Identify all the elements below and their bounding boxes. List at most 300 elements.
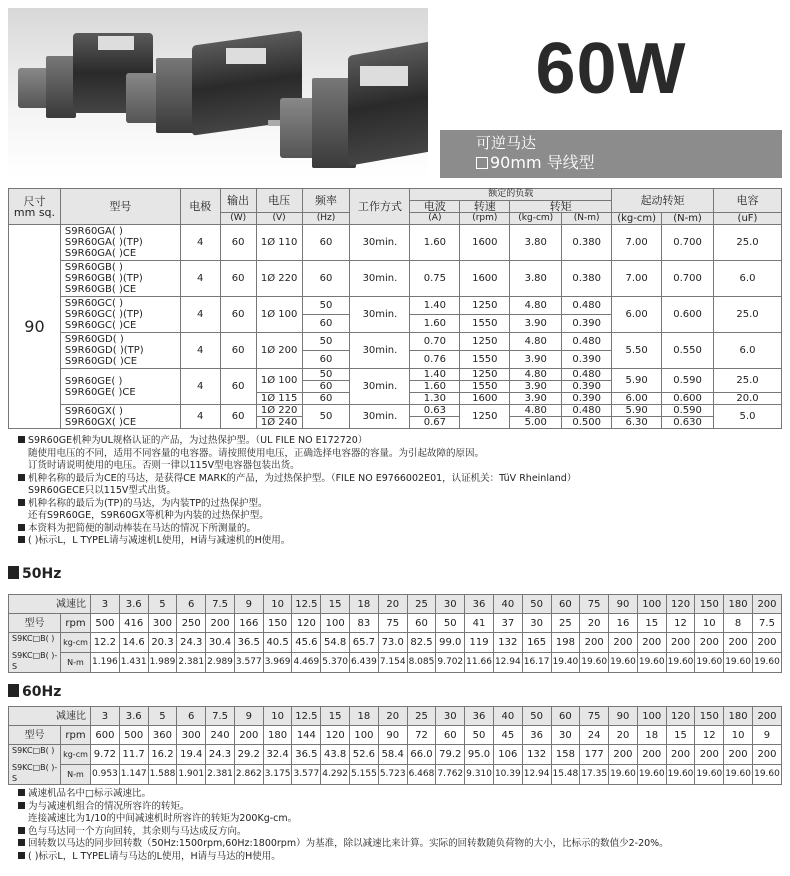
note-line: 减速机品名中□标示减速比。 <box>18 788 669 801</box>
ratio-cell: 18 <box>350 707 379 726</box>
cap-cell: 25.0 <box>714 297 782 333</box>
cap-cell: 20.0 <box>714 393 782 405</box>
current-cell: 1.40 <box>410 297 460 315</box>
voltage-cell: 1Ø 220 <box>256 405 302 417</box>
rpm-cell: 15 <box>637 614 666 633</box>
torque-nm-cell: 0.480 <box>562 297 612 315</box>
torque-nm-cell: 1.147 <box>119 765 148 785</box>
output-cell: 60 <box>220 261 256 297</box>
ratio-cell: 200 <box>752 595 781 614</box>
note-line: 机种名称的最后为CE的马达，是获得CE MARK的产品，为过热保护型。（FILE NO E9766002E01，认证机关：TüV Rheinland） <box>18 473 576 486</box>
speed-cell: 1550 <box>460 351 510 369</box>
torque-nm-cell: 3.969 <box>263 653 292 673</box>
notes-spec <box>18 435 576 548</box>
ratio-cell: 3.6 <box>119 595 148 614</box>
h-output: 输出 <box>220 189 256 213</box>
ratio-cell: 25 <box>407 595 436 614</box>
rpm-unit: rpm <box>61 614 91 633</box>
rpm-cell: 36 <box>522 726 551 745</box>
gearhead-table-50hz <box>8 594 782 673</box>
table-row <box>9 333 782 351</box>
torque-kg-cell: 200 <box>666 745 695 765</box>
rpm-cell: 60 <box>407 614 436 633</box>
freq-cell: 50 <box>302 369 350 381</box>
rpm-cell: 12 <box>695 726 724 745</box>
motor-photo <box>8 8 428 178</box>
torque-nm-cell: 19.60 <box>752 765 781 785</box>
freq-cell: 60 <box>302 225 350 261</box>
table-row <box>9 225 782 261</box>
model-name: S9R60GA( )(TP) <box>64 237 143 248</box>
h-start-unit-nm: (N-m) <box>662 213 714 225</box>
model-name: S9R60GX( ) <box>64 405 123 417</box>
freq-cell: 50 <box>302 405 350 429</box>
rpm-cell: 16 <box>609 614 638 633</box>
speed-cell: 1550 <box>460 381 510 393</box>
gearhead-model-cell: S9KC□B( ) S9KC□B( )-S <box>9 633 61 673</box>
power-title: 60W <box>535 29 687 109</box>
gearhead-model-cell: S9KC□B( ) S9KC□B( )-S <box>9 745 61 785</box>
ratio-cell: 18 <box>350 595 379 614</box>
speed-cell: 1250 <box>460 333 510 351</box>
torque-kg-cell: 82.5 <box>407 633 436 653</box>
rpm-cell: 100 <box>350 726 379 745</box>
start-nm-cell: 0.590 <box>662 369 714 393</box>
gearhead-table-60hz <box>8 706 782 785</box>
table-row <box>9 633 782 653</box>
torque-kg-cell: 200 <box>637 745 666 765</box>
output-cell: 60 <box>220 297 256 333</box>
ratio-cell: 12.5 <box>292 595 321 614</box>
note-line: 还有S9R60GE，S9R60GX等机种为内装的过热保护型。 <box>28 510 269 521</box>
rpm-cell: 144 <box>292 726 321 745</box>
pole-cell: 4 <box>180 369 220 405</box>
torque-kg-cell: 19.4 <box>177 745 206 765</box>
rpm-cell: 75 <box>378 614 407 633</box>
mode-cell: 30min. <box>350 225 410 261</box>
model-name: S9R60GE( ) <box>64 375 123 387</box>
torque-nm-cell: 2.381 <box>206 765 235 785</box>
model-name: S9R60GB( )(TP) <box>64 273 143 284</box>
torque-nm-cell: 19.60 <box>724 653 753 673</box>
torque-nm-cell: 19.60 <box>580 653 609 673</box>
rpm-cell: 41 <box>465 614 494 633</box>
kg-unit: kg-cm <box>61 745 91 765</box>
ratio-cell: 180 <box>724 707 753 726</box>
bullet-icon <box>18 474 25 481</box>
torque-nm-cell: 0.390 <box>562 315 612 333</box>
torque-nm-cell: 12.94 <box>522 765 551 785</box>
ratio-cell: 100 <box>637 707 666 726</box>
torque-nm-cell: 1.901 <box>177 765 206 785</box>
ratio-cell: 100 <box>637 595 666 614</box>
h-voltage-unit: (V) <box>256 213 302 225</box>
pole-cell: 4 <box>180 333 220 369</box>
ratio-cell: 120 <box>666 707 695 726</box>
kg-unit: kg-cm <box>61 633 91 653</box>
rpm-cell: 24 <box>580 726 609 745</box>
h-current: 电波 <box>410 201 460 213</box>
voltage-cell: 1Ø 220 <box>256 261 302 297</box>
torque-kg-cell: 4.80 <box>510 333 562 351</box>
rpm-cell: 500 <box>91 614 120 633</box>
bullet-icon <box>18 852 25 859</box>
rpm-cell: 120 <box>321 726 350 745</box>
torque-kg-cell: 24.3 <box>206 745 235 765</box>
torque-kg-cell: 45.6 <box>292 633 321 653</box>
torque-nm-cell: 19.60 <box>609 653 638 673</box>
rpm-cell: 15 <box>666 726 695 745</box>
torque-nm-cell: 17.35 <box>580 765 609 785</box>
torque-nm-cell: 2.381 <box>177 653 206 673</box>
output-cell: 60 <box>220 225 256 261</box>
freq-cell: 60 <box>302 315 350 333</box>
torque-nm-cell: 19.60 <box>752 653 781 673</box>
ratio-cell: 3 <box>91 707 120 726</box>
mode-cell: 30min. <box>350 405 410 429</box>
torque-kg-cell: 106 <box>493 745 522 765</box>
h-model: 型号 <box>60 189 180 225</box>
torque-nm-cell: 0.953 <box>91 765 120 785</box>
rpm-cell: 600 <box>91 726 120 745</box>
torque-nm-cell: 15.48 <box>551 765 580 785</box>
torque-kg-cell: 119 <box>465 633 494 653</box>
rpm-cell: 166 <box>234 614 263 633</box>
note-line: S9R60GECE只以115V型式出货。 <box>28 485 176 496</box>
freq-cell: 50 <box>302 297 350 315</box>
mode-cell: 30min. <box>350 369 410 405</box>
torque-kg-cell: 200 <box>695 633 724 653</box>
h-cap: 电容 <box>714 189 782 213</box>
bullet-icon <box>18 524 25 531</box>
model-name: S9R60GC( )(TP) <box>64 309 143 320</box>
model-cell <box>60 405 180 429</box>
ratio-cell: 5 <box>148 595 177 614</box>
torque-nm-cell: 1.588 <box>148 765 177 785</box>
current-cell: 0.76 <box>410 351 460 369</box>
model-cell <box>60 297 180 333</box>
subtitle-type: 可逆马达 <box>476 134 537 152</box>
rpm-cell: 83 <box>350 614 379 633</box>
torque-kg-cell: 3.90 <box>510 381 562 393</box>
torque-nm-cell: 6.439 <box>350 653 379 673</box>
h-start: 起动转矩 <box>612 189 714 213</box>
ratio-cell: 9 <box>234 595 263 614</box>
model-name: S9R60GA( ) <box>64 226 123 237</box>
start-kg-cell: 6.00 <box>612 297 662 333</box>
notes-gearhead <box>18 788 669 863</box>
h-current-unit: (A) <box>410 213 460 225</box>
torque-nm-cell: 4.469 <box>292 653 321 673</box>
mode-cell: 30min. <box>350 333 410 369</box>
torque-kg-cell: 200 <box>580 633 609 653</box>
torque-nm-cell: 1.196 <box>91 653 120 673</box>
rpm-cell: 9 <box>752 726 781 745</box>
torque-nm-cell: 3.175 <box>263 765 292 785</box>
torque-nm-cell: 19.60 <box>637 653 666 673</box>
start-kg-cell: 7.00 <box>612 261 662 297</box>
rpm-cell: 120 <box>292 614 321 633</box>
rpm-unit: rpm <box>61 726 91 745</box>
torque-nm-cell: 8.085 <box>407 653 436 673</box>
torque-kg-cell: 132 <box>493 633 522 653</box>
h-cap-unit: (uF) <box>714 213 782 225</box>
speed-cell: 1550 <box>460 315 510 333</box>
model-name: S9R60GB( ) <box>64 262 123 273</box>
freq-cell: 60 <box>302 351 350 369</box>
rpm-cell: 50 <box>465 726 494 745</box>
torque-kg-cell: 12.2 <box>91 633 120 653</box>
note-line: 订货时请说明使用的电压。否则一律以115V型电容器包装出货。 <box>28 460 300 471</box>
rpm-cell: 200 <box>206 614 235 633</box>
ratio-cell: 75 <box>580 707 609 726</box>
torque-nm-cell: 16.17 <box>522 653 551 673</box>
table-row <box>9 297 782 315</box>
nm-unit: N-m <box>61 653 91 673</box>
torque-kg-cell: 165 <box>522 633 551 653</box>
hz50-heading: 50Hz <box>8 566 61 582</box>
speed-cell: 1250 <box>460 297 510 315</box>
torque-kg-cell: 200 <box>752 745 781 765</box>
ratio-cell: 90 <box>609 595 638 614</box>
rpm-cell: 20 <box>609 726 638 745</box>
rpm-cell: 12 <box>666 614 695 633</box>
rpm-cell: 300 <box>177 726 206 745</box>
output-cell: 60 <box>220 333 256 369</box>
current-cell: 1.40 <box>410 369 460 381</box>
start-nm-cell: 0.590 <box>662 405 714 417</box>
torque-kg-cell: 200 <box>724 633 753 653</box>
torque-kg-cell: 5.00 <box>510 417 562 429</box>
model-name: S9R60GD( )CE <box>64 356 138 367</box>
current-cell: 0.70 <box>410 333 460 351</box>
title-box <box>440 8 782 178</box>
torque-kg-cell: 32.4 <box>263 745 292 765</box>
h-freq-unit: (Hz) <box>302 213 350 225</box>
voltage-cell: 1Ø 110 <box>256 225 302 261</box>
speed-cell: 1250 <box>460 369 510 381</box>
bullet-icon <box>18 827 25 834</box>
note-line: 连接减速比为1/10的中间减速机时所容许的转矩为200Kg-cm。 <box>28 813 298 824</box>
spec-table <box>8 188 782 429</box>
torque-kg-cell: 79.2 <box>436 745 465 765</box>
torque-nm-cell: 19.60 <box>695 765 724 785</box>
pole-cell: 4 <box>180 225 220 261</box>
cap-cell: 6.0 <box>714 333 782 369</box>
torque-kg-cell: 3.90 <box>510 393 562 405</box>
current-cell: 0.63 <box>410 405 460 417</box>
torque-kg-cell: 29.2 <box>234 745 263 765</box>
torque-nm-cell: 19.60 <box>609 765 638 785</box>
table-row <box>9 745 782 765</box>
ratio-cell: 3.6 <box>119 707 148 726</box>
table-row <box>9 261 782 297</box>
freq-cell: 50 <box>302 333 350 351</box>
table-row <box>9 726 782 745</box>
torque-kg-cell: 16.2 <box>148 745 177 765</box>
torque-kg-cell: 200 <box>752 633 781 653</box>
torque-nm-cell: 5.155 <box>350 765 379 785</box>
torque-kg-cell: 99.0 <box>436 633 465 653</box>
h-torque-unit-kg: (kg-cm) <box>510 213 562 225</box>
current-cell: 0.75 <box>410 261 460 297</box>
torque-kg-cell: 200 <box>724 745 753 765</box>
torque-nm-cell: 9.702 <box>436 653 465 673</box>
voltage-cell: 1Ø 100 <box>256 369 302 393</box>
table-row <box>9 765 782 785</box>
torque-kg-cell: 43.8 <box>321 745 350 765</box>
ratio-cell: 50 <box>522 595 551 614</box>
torque-kg-cell: 36.5 <box>234 633 263 653</box>
torque-kg-cell: 200 <box>666 633 695 653</box>
rpm-cell: 300 <box>148 614 177 633</box>
note-line: 色与马达同一个方向回转，其余则与马达成反方向。 <box>18 826 669 839</box>
torque-nm-cell: 12.94 <box>493 653 522 673</box>
ratio-cell: 6 <box>177 707 206 726</box>
start-kg-cell: 5.90 <box>612 369 662 393</box>
rpm-cell: 250 <box>177 614 206 633</box>
torque-nm-cell: 3.577 <box>292 765 321 785</box>
model-name: S9R60GX( )CE <box>64 416 137 428</box>
model-cell <box>60 225 180 261</box>
rpm-cell: 7.5 <box>752 614 781 633</box>
note-line: 回转数以马达的同步回转数（50Hz:1500rpm,60Hz:1800rpm）为基准，除以减速比来计算。实际的回转数随负荷物的大小，比标示的数值少2-20%。 <box>18 838 669 851</box>
start-kg-cell: 7.00 <box>612 225 662 261</box>
current-cell: 1.60 <box>410 315 460 333</box>
mode-cell: 30min. <box>350 297 410 333</box>
speed-cell: 1600 <box>460 225 510 261</box>
torque-kg-cell: 177 <box>580 745 609 765</box>
torque-kg-cell: 4.80 <box>510 369 562 381</box>
table-row <box>9 595 782 614</box>
torque-nm-cell: 0.500 <box>562 417 612 429</box>
rpm-cell: 60 <box>436 726 465 745</box>
torque-kg-cell: 95.0 <box>465 745 494 765</box>
ratio-cell: 36 <box>465 595 494 614</box>
h-size: 尺寸 mm sq. <box>9 189 61 225</box>
ratio-cell: 20 <box>378 707 407 726</box>
pole-cell: 4 <box>180 405 220 429</box>
torque-nm-cell: 0.390 <box>562 393 612 405</box>
note-line: 为与减速机组合的情况所容许的转矩。 <box>18 801 669 814</box>
torque-nm-cell: 4.292 <box>321 765 350 785</box>
torque-nm-cell: 7.154 <box>378 653 407 673</box>
torque-nm-cell: 19.60 <box>666 765 695 785</box>
torque-nm-cell: 2.862 <box>234 765 263 785</box>
speed-cell: 1600 <box>460 393 510 405</box>
rpm-cell: 500 <box>119 726 148 745</box>
ratio-cell: 30 <box>436 707 465 726</box>
rpm-cell: 72 <box>407 726 436 745</box>
torque-kg-cell: 65.7 <box>350 633 379 653</box>
voltage-cell: 1Ø 115 <box>256 393 302 405</box>
h-speed-unit: (rpm) <box>460 213 510 225</box>
rpm-cell: 30 <box>522 614 551 633</box>
subtitle-size: 90mm 导线型 <box>490 153 595 172</box>
torque-nm-cell: 19.60 <box>666 653 695 673</box>
size-cell: 90 <box>9 225 61 429</box>
h-output-unit: (W) <box>220 213 256 225</box>
rpm-cell: 100 <box>321 614 350 633</box>
torque-kg-cell: 3.80 <box>510 261 562 297</box>
torque-nm-cell: 2.989 <box>206 653 235 673</box>
voltage-cell: 1Ø 200 <box>256 333 302 369</box>
bullet-icon <box>18 802 25 809</box>
ratio-cell: 20 <box>378 595 407 614</box>
current-cell: 1.60 <box>410 225 460 261</box>
rpm-cell: 416 <box>119 614 148 633</box>
torque-nm-cell: 6.468 <box>407 765 436 785</box>
h-torque-unit-nm: (N-m) <box>562 213 612 225</box>
torque-kg-cell: 158 <box>551 745 580 765</box>
h-freq: 频率 <box>302 189 350 213</box>
torque-kg-cell: 24.3 <box>177 633 206 653</box>
ratio-header: 减速比 <box>9 595 91 614</box>
bullet-icon <box>18 436 25 443</box>
cap-cell: 25.0 <box>714 225 782 261</box>
ratio-cell: 3 <box>91 595 120 614</box>
rpm-cell: 20 <box>580 614 609 633</box>
torque-kg-cell: 198 <box>551 633 580 653</box>
current-cell: 0.67 <box>410 417 460 429</box>
model-cell <box>60 369 180 405</box>
torque-nm-cell: 19.60 <box>695 653 724 673</box>
torque-nm-cell: 19.60 <box>724 765 753 785</box>
speed-cell: 1600 <box>460 261 510 297</box>
table-row <box>9 707 782 726</box>
torque-nm-cell: 19.60 <box>637 765 666 785</box>
rpm-cell: 180 <box>263 726 292 745</box>
start-kg-cell: 6.00 <box>612 393 662 405</box>
ratio-cell: 75 <box>580 595 609 614</box>
pole-cell: 4 <box>180 297 220 333</box>
model-cell <box>60 261 180 297</box>
ratio-header: 减速比 <box>9 707 91 726</box>
nm-unit: N-m <box>61 765 91 785</box>
model-name: S9R60GC( )CE <box>64 320 137 331</box>
torque-kg-cell: 30.4 <box>206 633 235 653</box>
table-row <box>9 653 782 673</box>
voltage-cell: 1Ø 240 <box>256 417 302 429</box>
start-nm-cell: 0.600 <box>662 297 714 333</box>
table-row <box>9 369 782 381</box>
torque-kg-cell: 73.0 <box>378 633 407 653</box>
torque-nm-cell: 19.40 <box>551 653 580 673</box>
torque-kg-cell: 132 <box>522 745 551 765</box>
h-start-unit-kg: (kg-cm) <box>612 213 662 225</box>
model-name: S9R60GA( )CE <box>64 248 137 259</box>
rpm-cell: 90 <box>378 726 407 745</box>
rpm-cell: 8 <box>724 614 753 633</box>
ratio-cell: 7.5 <box>206 707 235 726</box>
table-row <box>9 405 782 417</box>
bullet-icon <box>18 536 25 543</box>
bullet-icon <box>18 499 25 506</box>
rpm-cell: 10 <box>724 726 753 745</box>
torque-nm-cell: 0.480 <box>562 369 612 381</box>
torque-nm-cell: 11.66 <box>465 653 494 673</box>
ratio-cell: 40 <box>493 595 522 614</box>
title-subtitle <box>440 130 782 178</box>
model-header: 型号 <box>9 726 61 745</box>
note-line: ( )标示L，L TYPEL请与马达的L使用，H请与马达的H使用。 <box>18 851 669 864</box>
torque-nm-cell: 7.762 <box>436 765 465 785</box>
start-kg-cell: 6.30 <box>612 417 662 429</box>
torque-nm-cell: 1.989 <box>148 653 177 673</box>
table-row <box>9 614 782 633</box>
bullet-icon <box>18 789 25 796</box>
ratio-cell: 150 <box>695 595 724 614</box>
